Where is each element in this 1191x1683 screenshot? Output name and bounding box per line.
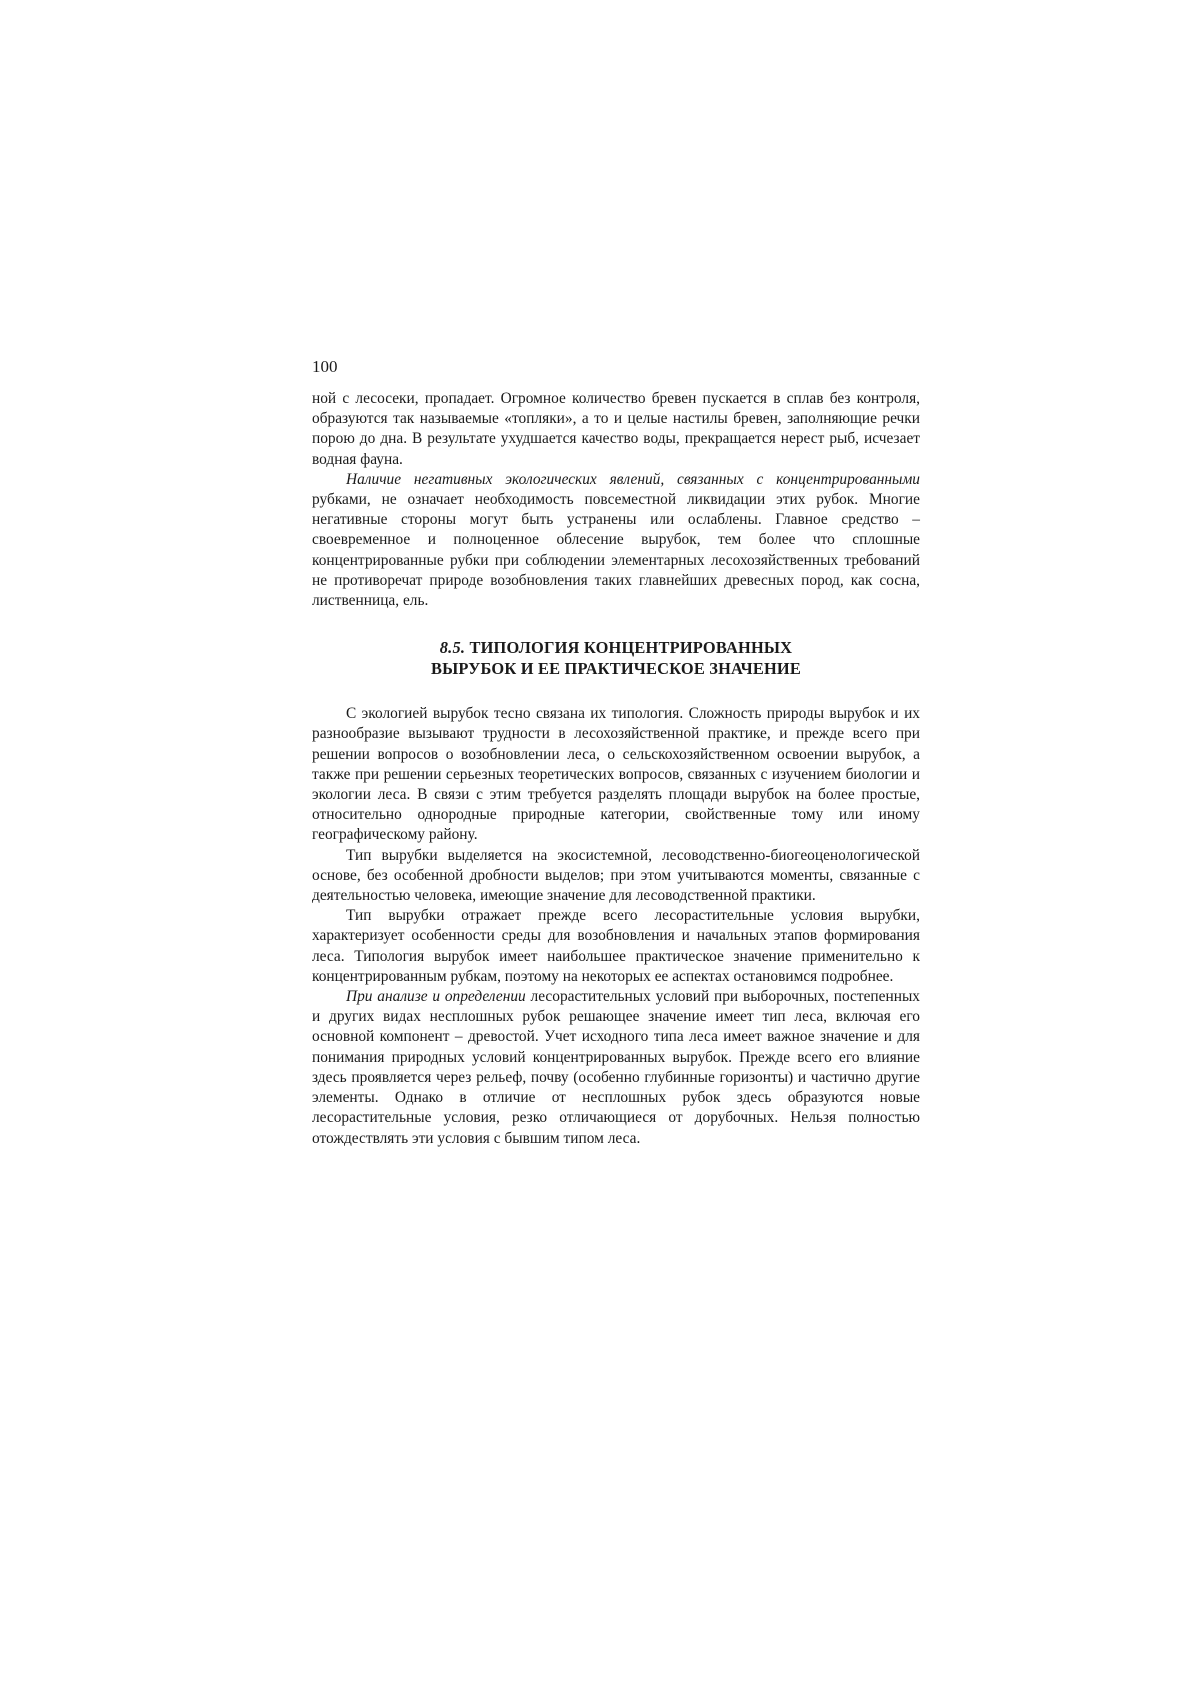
page-number: 100	[312, 357, 338, 376]
paragraph-2-italic: Наличие негативных экологических явлений, связанных с концентрированными	[346, 470, 920, 488]
section-heading-line-1	[312, 637, 920, 658]
paragraph-5	[312, 906, 920, 987]
paragraph-5-text: Тип вырубки отражает прежде всего лесорастительные условия вырубки, характеризует особенности среды для возобновления и начальных этапов формирования леса. Типология вырубок имеет наибольшее практическое значение применительно к концентрированным рубкам, поэтому на некоторых ее аспектах остановимся подробнее.	[312, 907, 920, 985]
paragraph-6-text: лесорастительных условий при выборочных, постепенных и других видах несплошных рубок решающее значение имеет тип леса, включая его основной компонент – древостой. Учет исходного типа леса имеет важное значение и для понимания природных условий концентрированных вырубок. Прежде всего его влияние здесь проявляется через рельеф, почву (особенно глубинные горизонты) и частично другие элементы. Однако в отличие от несплошных рубок здесь образуются новые лесорастительные условия, резко отличающиеся от дорубочных. Нельзя полностью отождествлять эти условия с бывшим типом леса.	[312, 988, 920, 1147]
paragraph-3-text: С экологией вырубок тесно связана их типология. Сложность природы вырубок и их разнообразие вызывают трудности в лесохозяйственной практике, и прежде всего при решении вопросов о возобновлении леса, о сельскохозяйственном освоении вырубок, а также при решении серьезных теоретических вопросов, связанных с изучением биологии и экологии леса. В связи с этим требуется разделять площади вырубок на более простые, относительно однородные природные категории, свойственные тому или иному географическому району.	[312, 705, 920, 844]
section-number: 8.5.	[439, 638, 466, 658]
paragraph-4-text: Тип вырубки выделяется на экосистемной, лесоводственно-биогеоценологической основе, без особенной дробности выделов; при этом учитываются моменты, связанные с деятельностью человека, имеющие значение для лесоводственной практики.	[312, 846, 920, 905]
section-heading	[312, 637, 920, 679]
paragraph-3	[312, 704, 920, 845]
paragraph-6-italic: При анализе и определении	[346, 988, 526, 1006]
paragraph-6	[312, 987, 920, 1149]
paragraph-1	[312, 389, 920, 470]
paragraph-2	[312, 470, 920, 611]
section-title-line-2: ВЫРУБОК И ЕЕ ПРАКТИЧЕСКОЕ ЗНАЧЕНИЕ	[431, 659, 801, 679]
book-page	[312, 357, 920, 1149]
paragraph-2-text: рубками, не означает необходимость повсеместной ликвидации этих рубок. Многие негативные стороны могут быть устранены или ослаблены. Главное средство – своевременное и полноценное облесение вырубок, тем более что сплошные концентрированные рубки при соблюдении элементарных лесохозяйственных требований не противоречат природе возобновления таких главнейших древесных пород, как сосна, лиственница, ель.	[312, 491, 920, 610]
section-title-line-1: ТИПОЛОГИЯ КОНЦЕНТРИРОВАННЫХ	[469, 638, 793, 658]
paragraph-1-text: ной с лесосеки, пропадает. Огромное количество бревен пускается в сплав без контроля, образуются так называемые «топляки», а то и целые настилы бревен, заполняющие речки порою до дна. В результате ухудшается качество воды, прекращается нерест рыб, исчезает водная фауна.	[312, 390, 920, 468]
paragraph-4	[312, 846, 920, 907]
